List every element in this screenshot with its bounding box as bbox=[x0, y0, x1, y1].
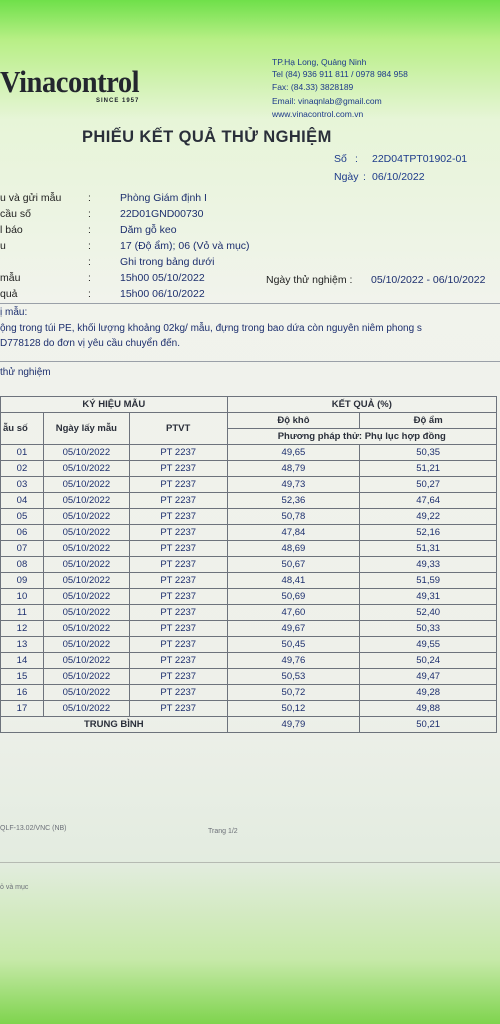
table-row bbox=[1, 509, 497, 525]
average-label: TRUNG BÌNH bbox=[1, 717, 228, 733]
sample-description-line-1: ộng trong túi PE, khối lượng khoảng 02kg/ mẫu, đựng trong bao dứa còn nguyên niêm phong s bbox=[0, 323, 422, 334]
result-group-header: KẾT QUẢ (%) bbox=[227, 397, 496, 413]
sample-no-cell: 10 bbox=[1, 589, 44, 605]
dry-cell: 50,72 bbox=[227, 685, 360, 701]
sample-date-cell: 05/10/2022 bbox=[43, 509, 129, 525]
test-method-header: Phương pháp thử: Phụ lục hợp đồng bbox=[227, 429, 496, 445]
table-row bbox=[1, 525, 497, 541]
sample-group-header: KÝ HIỆU MẪU bbox=[1, 397, 228, 413]
dry-cell: 48,41 bbox=[227, 573, 360, 589]
logo-since: SINCE 1957 bbox=[96, 98, 140, 104]
ptvt-cell: PT 2237 bbox=[129, 509, 227, 525]
sample-no-cell: 11 bbox=[1, 605, 44, 621]
report-no-colon: : bbox=[355, 153, 358, 165]
table-row bbox=[1, 493, 497, 509]
ptvt-cell: PT 2237 bbox=[129, 525, 227, 541]
table-row bbox=[1, 573, 497, 589]
ptvt-cell: PT 2237 bbox=[129, 669, 227, 685]
ptvt-cell: PT 2237 bbox=[129, 653, 227, 669]
table-row bbox=[1, 669, 497, 685]
report-date-colon: : bbox=[363, 171, 366, 183]
ptvt-cell: PT 2237 bbox=[129, 573, 227, 589]
info-separator: : bbox=[88, 272, 91, 284]
ptvt-cell: PT 2237 bbox=[129, 445, 227, 461]
sample-date-cell: 05/10/2022 bbox=[43, 573, 129, 589]
sample-no-cell: 16 bbox=[1, 685, 44, 701]
ptvt-cell: PT 2237 bbox=[129, 493, 227, 509]
test-date-value: 05/10/2022 - 06/10/2022 bbox=[371, 274, 486, 286]
sample-date-cell: 05/10/2022 bbox=[43, 701, 129, 717]
moisture-cell: 51,21 bbox=[360, 461, 497, 477]
sample-date-cell: 05/10/2022 bbox=[43, 461, 129, 477]
info-label: u và gửi mẫu bbox=[0, 192, 62, 204]
sample-date-cell: 05/10/2022 bbox=[43, 653, 129, 669]
ptvt-cell: PT 2237 bbox=[129, 541, 227, 557]
moisture-cell: 49,55 bbox=[360, 637, 497, 653]
ptvt-cell: PT 2237 bbox=[129, 701, 227, 717]
sample-date-cell: 05/10/2022 bbox=[43, 637, 129, 653]
sample-date-cell: 05/10/2022 bbox=[43, 669, 129, 685]
info-label: mẫu bbox=[0, 272, 21, 284]
info-label: u bbox=[0, 240, 6, 252]
dry-cell: 52,36 bbox=[227, 493, 360, 509]
contact-tel: Tel (84) 936 911 811 / 0978 984 958 bbox=[272, 69, 408, 79]
sample-no-cell: 09 bbox=[1, 573, 44, 589]
info-separator: : bbox=[88, 256, 91, 268]
info-value: Dăm gỗ keo bbox=[120, 224, 177, 236]
table-row bbox=[1, 589, 497, 605]
sample-date-cell: 05/10/2022 bbox=[43, 445, 129, 461]
info-label: l báo bbox=[0, 224, 23, 236]
sample-no-cell: 17 bbox=[1, 701, 44, 717]
moisture-cell: 52,40 bbox=[360, 605, 497, 621]
dry-cell: 47,84 bbox=[227, 525, 360, 541]
sample-no-cell: 01 bbox=[1, 445, 44, 461]
sample-state-label: ị mẫu: bbox=[0, 307, 28, 318]
test-section-label: thử nghiệm bbox=[0, 367, 51, 378]
info-separator: : bbox=[88, 240, 91, 252]
dry-cell: 47,60 bbox=[227, 605, 360, 621]
sample-no-cell: 04 bbox=[1, 493, 44, 509]
info-value: Ghi trong bảng dưới bbox=[120, 256, 215, 268]
moisture-cell: 50,24 bbox=[360, 653, 497, 669]
table-row bbox=[1, 461, 497, 477]
sample-date-cell: 05/10/2022 bbox=[43, 589, 129, 605]
dry-cell: 50,78 bbox=[227, 509, 360, 525]
info-separator: : bbox=[88, 224, 91, 236]
dry-cell: 50,69 bbox=[227, 589, 360, 605]
dry-cell: 49,73 bbox=[227, 477, 360, 493]
table-row bbox=[1, 701, 497, 717]
sample-no-cell: 07 bbox=[1, 541, 44, 557]
average-moisture: 50,21 bbox=[360, 717, 497, 733]
info-value: 22D01GND00730 bbox=[120, 208, 204, 220]
table-row bbox=[1, 541, 497, 557]
moisture-cell: 49,28 bbox=[360, 685, 497, 701]
sample-no-cell: 03 bbox=[1, 477, 44, 493]
contact-address: TP.Hạ Long, Quảng Ninh bbox=[272, 57, 367, 67]
ptvt-cell: PT 2237 bbox=[129, 477, 227, 493]
sample-no-cell: 08 bbox=[1, 557, 44, 573]
sample-no-cell: 15 bbox=[1, 669, 44, 685]
sample-no-cell: 13 bbox=[1, 637, 44, 653]
sample-date-cell: 05/10/2022 bbox=[43, 605, 129, 621]
sample-date-cell: 05/10/2022 bbox=[43, 525, 129, 541]
table-row bbox=[1, 621, 497, 637]
table-row bbox=[1, 637, 497, 653]
dry-cell: 50,45 bbox=[227, 637, 360, 653]
info-value: Phòng Giám định I bbox=[120, 192, 207, 204]
ptvt-cell: PT 2237 bbox=[129, 605, 227, 621]
info-label: cầu số bbox=[0, 208, 31, 220]
company-logo: Vinacontrol bbox=[0, 64, 140, 99]
sample-no-cell: 14 bbox=[1, 653, 44, 669]
info-label: quả bbox=[0, 288, 18, 300]
info-value: 15h00 05/10/2022 bbox=[120, 272, 205, 284]
dry-cell: 49,67 bbox=[227, 621, 360, 637]
table-row bbox=[1, 605, 497, 621]
sample-date-cell: 05/10/2022 bbox=[43, 685, 129, 701]
form-code: QLF-13.02/VNC (NB) bbox=[0, 825, 67, 832]
table-row bbox=[1, 445, 497, 461]
table-row bbox=[1, 653, 497, 669]
ptvt-cell: PT 2237 bbox=[129, 637, 227, 653]
moisture-cell: 51,31 bbox=[360, 541, 497, 557]
info-separator: : bbox=[88, 208, 91, 220]
ptvt-cell: PT 2237 bbox=[129, 685, 227, 701]
average-dry: 49,79 bbox=[227, 717, 360, 733]
sample-no-cell: 06 bbox=[1, 525, 44, 541]
report-date-label: Ngày bbox=[334, 171, 359, 183]
sample-no-header: ẫu số bbox=[1, 413, 44, 445]
report-no-label: Số bbox=[334, 153, 347, 165]
sample-no-cell: 02 bbox=[1, 461, 44, 477]
moisture-cell: 50,35 bbox=[360, 445, 497, 461]
moisture-cell: 50,27 bbox=[360, 477, 497, 493]
dry-header: Độ khô bbox=[227, 413, 360, 429]
moisture-cell: 49,22 bbox=[360, 509, 497, 525]
report-date-value: 06/10/2022 bbox=[372, 171, 425, 183]
sample-date-cell: 05/10/2022 bbox=[43, 557, 129, 573]
ptvt-cell: PT 2237 bbox=[129, 589, 227, 605]
dry-cell: 50,67 bbox=[227, 557, 360, 573]
sample-date-cell: 05/10/2022 bbox=[43, 493, 129, 509]
dry-cell: 48,79 bbox=[227, 461, 360, 477]
contact-fax: Fax: (84.33) 3828189 bbox=[272, 82, 354, 92]
table-row bbox=[1, 685, 497, 701]
moisture-header: Độ ẩm bbox=[360, 413, 497, 429]
moisture-cell: 49,33 bbox=[360, 557, 497, 573]
dry-cell: 50,53 bbox=[227, 669, 360, 685]
report-no-value: 22D04TPT01902-01 bbox=[372, 153, 468, 165]
dry-cell: 49,65 bbox=[227, 445, 360, 461]
contact-email: Email: vinaqnlab@gmail.com bbox=[272, 96, 382, 106]
moisture-cell: 51,59 bbox=[360, 573, 497, 589]
info-separator: : bbox=[88, 288, 91, 300]
dry-cell: 48,69 bbox=[227, 541, 360, 557]
report-title: PHIẾU KẾT QUẢ THỬ NGHIỆM bbox=[82, 128, 332, 146]
moisture-cell: 49,31 bbox=[360, 589, 497, 605]
info-separator: : bbox=[88, 192, 91, 204]
table-row bbox=[1, 557, 497, 573]
ptvt-cell: PT 2237 bbox=[129, 621, 227, 637]
page-number: Trang 1/2 bbox=[208, 828, 238, 835]
moisture-cell: 49,88 bbox=[360, 701, 497, 717]
table-row bbox=[1, 477, 497, 493]
info-value: 15h00 06/10/2022 bbox=[120, 288, 205, 300]
dry-cell: 50,12 bbox=[227, 701, 360, 717]
moisture-cell: 47,64 bbox=[360, 493, 497, 509]
sample-no-cell: 12 bbox=[1, 621, 44, 637]
test-date-label: Ngày thử nghiệm : bbox=[266, 274, 353, 286]
moisture-cell: 52,16 bbox=[360, 525, 497, 541]
sample-date-header: Ngày lấy mẫu bbox=[43, 413, 129, 445]
info-value: 17 (Độ ẩm); 06 (Vỏ và mục) bbox=[120, 240, 250, 252]
ptvt-header: PTVT bbox=[129, 413, 227, 445]
results-table bbox=[0, 396, 497, 733]
sample-description-line-2: D778128 do đơn vị yêu cầu chuyển đến. bbox=[0, 338, 181, 349]
ptvt-cell: PT 2237 bbox=[129, 557, 227, 573]
sample-no-cell: 05 bbox=[1, 509, 44, 525]
sample-date-cell: 05/10/2022 bbox=[43, 477, 129, 493]
contact-website: www.vinacontrol.com.vn bbox=[272, 109, 364, 119]
ptvt-cell: PT 2237 bbox=[129, 461, 227, 477]
moisture-cell: 50,33 bbox=[360, 621, 497, 637]
next-page-note: ỏ và mục bbox=[0, 884, 29, 891]
moisture-cell: 49,47 bbox=[360, 669, 497, 685]
sample-date-cell: 05/10/2022 bbox=[43, 541, 129, 557]
dry-cell: 49,76 bbox=[227, 653, 360, 669]
sample-date-cell: 05/10/2022 bbox=[43, 621, 129, 637]
